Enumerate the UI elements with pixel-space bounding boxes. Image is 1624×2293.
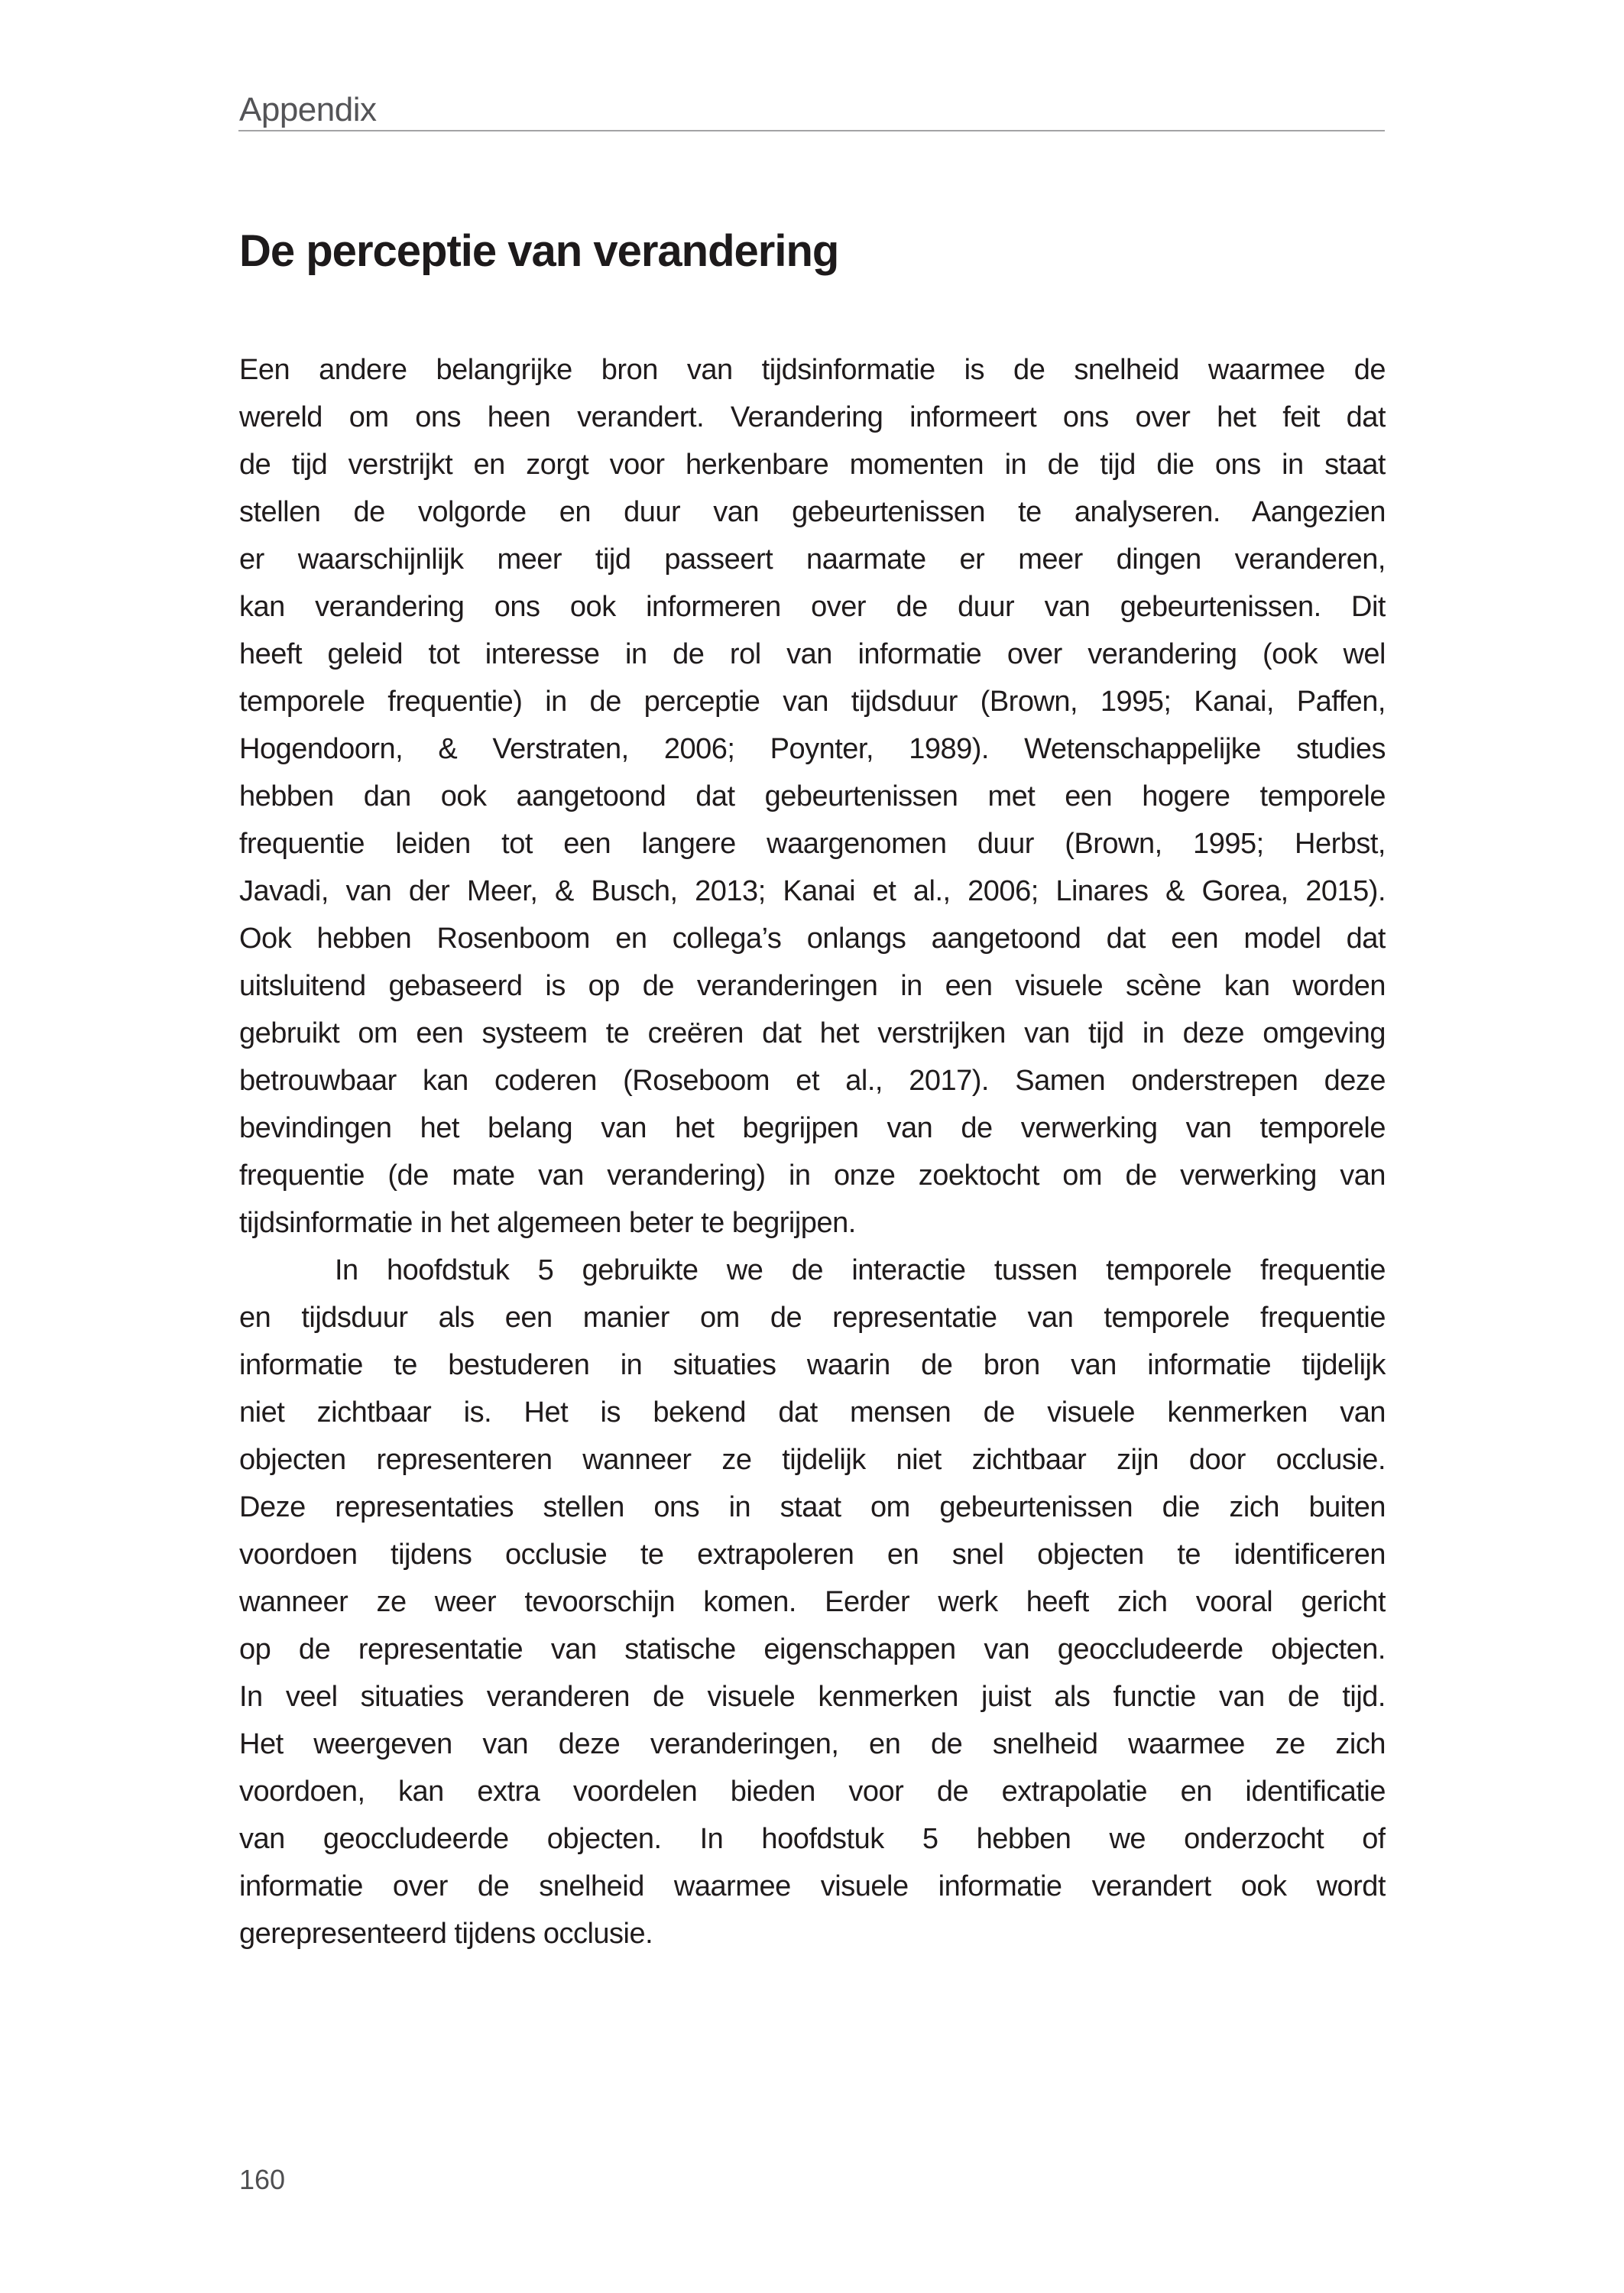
text-line: stellen de volgorde en duur van gebeurtenissen te analyseren. Aangezien bbox=[239, 496, 1386, 528]
text-line: en tijdsduur als een manier om de representatie van temporele frequentie bbox=[239, 1302, 1386, 1334]
text-line: temporele frequentie) in de perceptie van tijdsduur (Brown, 1995; Kanai, Paffen, bbox=[239, 686, 1386, 718]
text-line: wanneer ze weer tevoorschijn komen. Eerder werk heeft zich vooral gericht bbox=[239, 1586, 1386, 1618]
text-line: In veel situaties veranderen de visuele kenmerken juist als functie van de tijd. bbox=[239, 1681, 1386, 1713]
text-line: hebben dan ook aangetoond dat gebeurtenissen met een hogere temporele bbox=[239, 780, 1386, 812]
text-line: frequentie leiden tot een langere waargenomen duur (Brown, 1995; Herbst, bbox=[239, 828, 1386, 860]
text-line: Deze representaties stellen ons in staat om gebeurtenissen die zich buiten bbox=[239, 1491, 1386, 1523]
text-line: informatie te bestuderen in situaties waarin de bron van informatie tijdelijk bbox=[239, 1349, 1386, 1381]
text-line: tijdsinformatie in het algemeen beter te begrijpen. bbox=[239, 1207, 856, 1239]
page-title: De perceptie van verandering bbox=[239, 226, 839, 276]
text-line: wereld om ons heen verandert. Verandering informeert ons over het feit dat bbox=[239, 401, 1386, 433]
running-header bbox=[239, 92, 376, 128]
text-line: niet zichtbaar is. Het is bekend dat mensen de visuele kenmerken van bbox=[239, 1396, 1386, 1429]
text-line: heeft geleid tot interesse in de rol van informatie over verandering (ook wel bbox=[239, 638, 1386, 670]
text-line: er waarschijnlijk meer tijd passeert naarmate er meer dingen veranderen, bbox=[239, 543, 1386, 576]
running-header-text: Appendix bbox=[239, 91, 377, 128]
text-line: gebruikt om een systeem te creëren dat het verstrijken van tijd in deze omgeving bbox=[239, 1017, 1386, 1049]
text-line: Ook hebben Rosenboom en collega’s onlangs aangetoond dat een model dat bbox=[239, 923, 1386, 955]
paragraph bbox=[239, 346, 1386, 1247]
text-line: kan verandering ons ook informeren over de duur van gebeurtenissen. Dit bbox=[239, 591, 1386, 623]
text-line: op de representatie van statische eigenschappen van geoccludeerde objecten. bbox=[239, 1633, 1386, 1665]
text-line: objecten representeren wanneer ze tijdelijk niet zichtbaar zijn door occlusie. bbox=[239, 1444, 1386, 1476]
text-line: Een andere belangrijke bron van tijdsinformatie is de snelheid waarmee de bbox=[239, 354, 1386, 386]
text-line: van geoccludeerde objecten. In hoofdstuk 5 hebben we onderzocht of bbox=[239, 1823, 1386, 1855]
text-line: Javadi, van der Meer, & Busch, 2013; Kanai et al., 2006; Linares & Gorea, 2015). bbox=[239, 875, 1386, 907]
text-line: uitsluitend gebaseerd is op de veranderingen in een visuele scène kan worden bbox=[239, 970, 1386, 1002]
paragraph bbox=[239, 1247, 1386, 1957]
text-line: betrouwbaar kan coderen (Roseboom et al., 2017). Samen onderstrepen deze bbox=[239, 1065, 1386, 1097]
text-line: gerepresenteerd tijdens occlusie. bbox=[239, 1918, 653, 1950]
text-line: informatie over de snelheid waarmee visuele informatie verandert ook wordt bbox=[239, 1870, 1386, 1902]
text-line: voordoen, kan extra voordelen bieden voor de extrapolatie en identificatie bbox=[239, 1776, 1386, 1808]
body-text bbox=[239, 346, 1386, 1957]
text-line: frequentie (de mate van verandering) in onze zoektocht om de verwerking van bbox=[239, 1159, 1386, 1192]
text-line: bevindingen het belang van het begrijpen van de verwerking van temporele bbox=[239, 1112, 1386, 1144]
text-line: de tijd verstrijkt en zorgt voor herkenbare momenten in de tijd die ons in staat bbox=[239, 449, 1386, 481]
page-number: 160 bbox=[239, 2164, 286, 2195]
text-line: Het weergeven van deze veranderingen, en de snelheid waarmee ze zich bbox=[239, 1728, 1386, 1760]
text-line: voordoen tijdens occlusie te extrapoleren en snel objecten te identificeren bbox=[239, 1539, 1386, 1571]
text-line: Hogendoorn, & Verstraten, 2006; Poynter, 1989). Wetenschappelijke studies bbox=[239, 733, 1386, 765]
header-rule bbox=[238, 130, 1385, 131]
text-line: In hoofdstuk 5 gebruikte we de interactie tussen temporele frequentie bbox=[335, 1254, 1386, 1286]
